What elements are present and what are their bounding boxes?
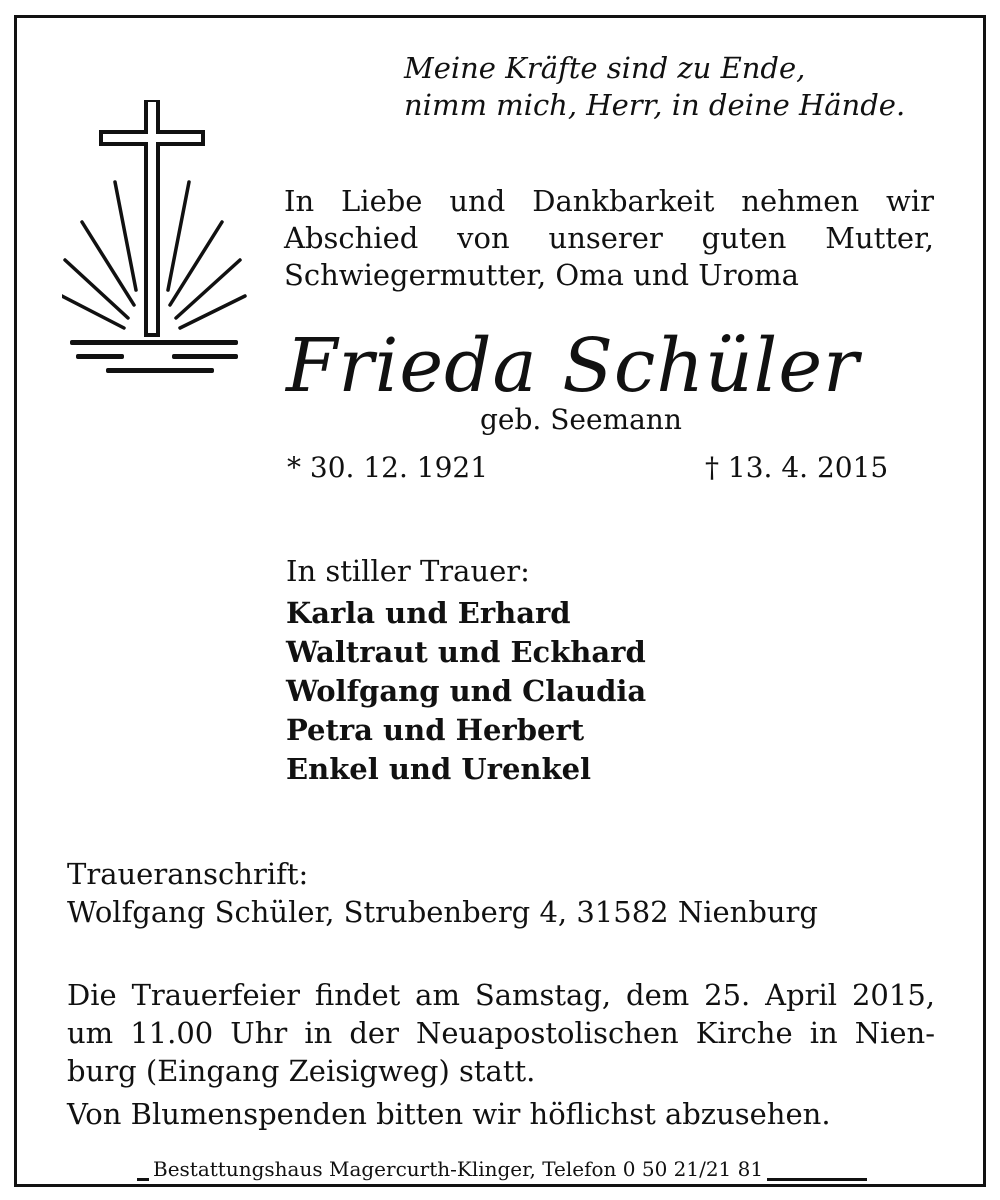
address-value: Wolfgang Schüler, Strubenberg 4, 31582 Nienburg <box>67 895 818 929</box>
birth-date: * 30. 12. 1921 <box>287 451 489 484</box>
flowers-note: Von Blumenspenden bitten wir höflichst abzusehen. <box>67 1097 831 1131</box>
intro-text <box>284 183 934 294</box>
service-line-1: Die Trauerfeier findet am Samstag, dem 25. April 2015, <box>67 978 935 1012</box>
funeral-home-footer: Bestattungshaus Magercurth-Klinger, Telefon 0 50 21/21 81 <box>149 1156 767 1182</box>
mourning-address <box>67 855 818 931</box>
intro-line-2: Abschied von unserer guten Mutter, <box>284 221 934 255</box>
mourner-name: Wolfgang und Claudia <box>286 674 647 708</box>
mourners-list <box>286 594 646 789</box>
service-info <box>67 976 935 1090</box>
cross-sunrise-icon <box>62 100 252 380</box>
maiden-name: geb. Seemann <box>480 403 682 436</box>
service-line-3: burg (Eingang Zeisigweg) statt. <box>67 1054 536 1088</box>
verse-line-1: Meine Kräfte sind zu Ende, <box>404 51 806 85</box>
verse <box>404 50 905 124</box>
address-label: Traueranschrift: <box>67 857 309 891</box>
water-lines <box>70 340 238 373</box>
mourner-name: Karla und Erhard <box>286 596 571 630</box>
intro-line-1: In Liebe und Dankbarkeit nehmen wir <box>284 184 934 218</box>
mourners-heading: In stiller Trauer: <box>286 554 530 588</box>
deceased-name: Frieda Schüler <box>286 323 860 409</box>
mourner-name: Enkel und Urenkel <box>286 752 592 786</box>
service-line-2: um 11.00 Uhr in der Neuapostolischen Kirche in Nien- <box>67 1016 935 1050</box>
mourner-name: Waltraut und Eckhard <box>286 635 646 669</box>
mourner-name: Petra und Herbert <box>286 713 585 747</box>
cross-shape <box>101 100 203 335</box>
death-date: † 13. 4. 2015 <box>705 451 889 484</box>
verse-line-2: nimm mich, Herr, in deine Hände. <box>404 88 906 122</box>
intro-line-3: Schwiegermutter, Oma und Uroma <box>284 258 799 292</box>
